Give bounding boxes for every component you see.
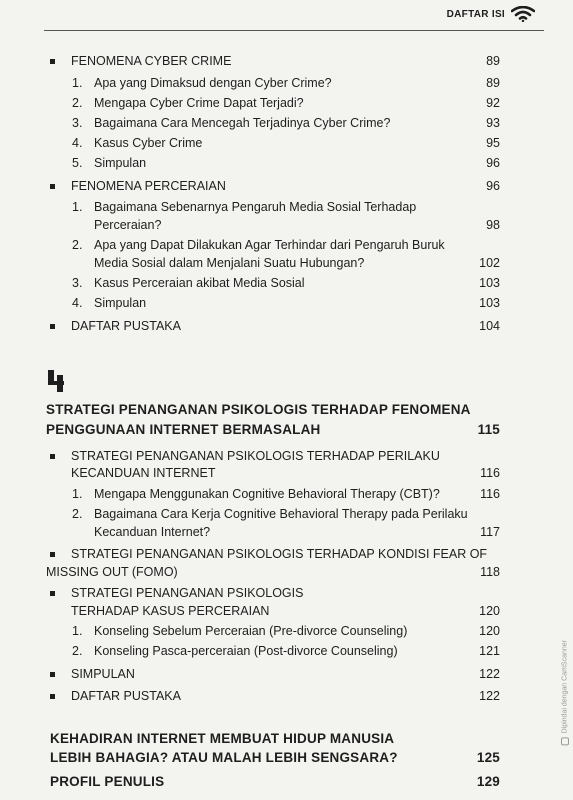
- entry-label-line2: KECANDUAN INTERNET: [71, 466, 216, 480]
- bullet-icon: [50, 591, 55, 596]
- subentry-label-line1: Apa yang Dapat Dilakukan Agar Terhindar dari Pengaruh Buruk: [94, 238, 445, 252]
- subentry-label-line2: Kecanduan Internet?: [94, 525, 211, 539]
- chapter-page: 115: [477, 422, 500, 437]
- scanner-watermark: [561, 640, 569, 745]
- entry-label: DAFTAR PUSTAKA: [71, 319, 181, 333]
- subentry-page: 95: [486, 136, 500, 150]
- subentry-page: 103: [479, 296, 500, 310]
- toc-entry-fomo[interactable]: [0, 546, 573, 582]
- entry-label: PROFIL PENULIS: [50, 774, 165, 789]
- entry-page: 89: [486, 54, 500, 68]
- subentry-page: 121: [479, 644, 500, 658]
- chapter-title-line1: KEHADIRAN INTERNET MEMBUAT HIDUP MANUSIA: [50, 731, 395, 746]
- subentry-number: 1.: [72, 76, 83, 90]
- subentry-page: 120: [479, 624, 500, 638]
- subentry-page: 103: [479, 276, 500, 290]
- chapter-number-text: [46, 370, 47, 371]
- subentry-page: 89: [486, 76, 500, 90]
- bullet-icon: [50, 694, 55, 699]
- subentry-number: 4.: [72, 296, 83, 310]
- subentry-number: 4.: [72, 136, 83, 150]
- subentry-page: 102: [479, 256, 500, 270]
- entry-page: 122: [479, 689, 500, 703]
- entry-page: 104: [479, 319, 500, 333]
- camscanner-icon: [561, 737, 569, 745]
- chapter-4-glyph-icon: [46, 370, 66, 392]
- subentry-label: Apa yang Dimaksud dengan Cyber Crime?: [94, 76, 332, 90]
- watermark-text: Dipindai dengan CamScanner: [561, 640, 569, 734]
- entry-page: 118: [480, 565, 500, 579]
- subentry-label: Mengapa Cyber Crime Dapat Terjadi?: [94, 96, 304, 110]
- entry-label: FENOMENA PERCERAIAN: [71, 179, 226, 193]
- entry-label: SIMPULAN: [71, 667, 135, 681]
- wifi-icon: [511, 6, 535, 22]
- page-header: [447, 6, 535, 22]
- header-rule: [44, 30, 544, 31]
- subentry-label-line2: Media Sosial dalam Menjalani Suatu Hubungan?: [94, 256, 365, 270]
- chapter-number-mark: [46, 370, 66, 397]
- bullet-icon: [50, 552, 55, 557]
- subentry-page: 93: [486, 116, 500, 130]
- entry-label-line1: STRATEGI PENANGANAN PSIKOLOGIS TERHADAP PERILAKU: [71, 449, 440, 463]
- subentry-number: 1.: [72, 487, 83, 501]
- toc-subentry[interactable]: [0, 506, 573, 542]
- entry-label-line1: STRATEGI PENANGANAN PSIKOLOGIS TERHADAP KONDISI FEAR OF: [71, 547, 488, 561]
- subentry-label: Simpulan: [94, 156, 147, 170]
- header-title: DAFTAR ISI: [446, 8, 505, 20]
- entry-label: DAFTAR PUSTAKA: [71, 689, 181, 703]
- chapter-title-line2: LEBIH BAHAGIA? ATAU MALAH LEBIH SENGSARA?: [50, 750, 398, 765]
- chapter-title-line2: PENGGUNAAN INTERNET BERMASALAH: [46, 422, 321, 437]
- subentry-label: Bagaimana Cara Mencegah Terjadinya Cyber Crime?: [94, 116, 391, 130]
- bullet-icon: [50, 672, 55, 677]
- subentry-page: 96: [486, 156, 500, 170]
- chapter-4-title[interactable]: [0, 402, 573, 442]
- toc-subentry[interactable]: [0, 199, 573, 235]
- subentry-label-line2: Perceraian?: [94, 218, 162, 232]
- subentry-number: 1.: [72, 200, 83, 214]
- subentry-label: Mengapa Menggunakan Cognitive Behavioral Therapy (CBT)?: [94, 487, 440, 501]
- entry-label: FENOMENA CYBER CRIME: [71, 54, 232, 68]
- subentry-number: 3.: [72, 116, 83, 130]
- subentry-number: 3.: [72, 276, 83, 290]
- entry-page: 120: [479, 604, 500, 618]
- bullet-icon: [50, 184, 55, 189]
- toc-subentry[interactable]: [0, 237, 573, 273]
- toc-entry-kecanduan[interactable]: [0, 448, 573, 484]
- entry-page: 96: [486, 179, 500, 193]
- subentry-page: 92: [486, 96, 500, 110]
- subentry-number: 2.: [72, 644, 83, 658]
- subentry-label-line1: Bagaimana Cara Kerja Cognitive Behavioral Therapy pada Perilaku: [94, 507, 468, 521]
- subentry-number: 2.: [72, 96, 83, 110]
- subentry-number: 1.: [72, 624, 83, 638]
- bullet-icon: [50, 324, 55, 329]
- closing-chapter-title[interactable]: [0, 731, 573, 771]
- subentry-label: Konseling Sebelum Perceraian (Pre-divorce Counseling): [94, 624, 408, 638]
- bullet-icon: [50, 454, 55, 459]
- subentry-number: 2.: [72, 507, 83, 521]
- subentry-page: 117: [480, 525, 500, 539]
- entry-page: 122: [479, 667, 500, 681]
- toc-entry-strategi-perceraian[interactable]: [0, 585, 573, 621]
- subentry-label: Konseling Pasca-perceraian (Post-divorce Counseling): [94, 644, 398, 658]
- bullet-icon: [50, 59, 55, 64]
- entry-label-line2: MISSING OUT (FOMO): [46, 565, 178, 579]
- subentry-number: 2.: [72, 238, 83, 252]
- entry-label-line1: STRATEGI PENANGANAN PSIKOLOGIS: [71, 586, 304, 600]
- subentry-label: Kasus Cyber Crime: [94, 136, 203, 150]
- subentry-number: 5.: [72, 156, 83, 170]
- subentry-label-line1: Bagaimana Sebenarnya Pengaruh Media Sosial Terhadap: [94, 200, 417, 214]
- subentry-page: 116: [480, 487, 500, 501]
- entry-page: 129: [476, 774, 500, 789]
- subentry-page: 98: [486, 218, 500, 232]
- entry-page: 116: [480, 466, 500, 480]
- entry-label-line2: TERHADAP KASUS PERCERAIAN: [71, 604, 270, 618]
- chapter-page: 125: [476, 750, 500, 765]
- chapter-title-line1: STRATEGI PENANGANAN PSIKOLOGIS TERHADAP FENOMENA: [46, 402, 471, 417]
- subentry-label: Kasus Perceraian akibat Media Sosial: [94, 276, 305, 290]
- subentry-label: Simpulan: [94, 296, 147, 310]
